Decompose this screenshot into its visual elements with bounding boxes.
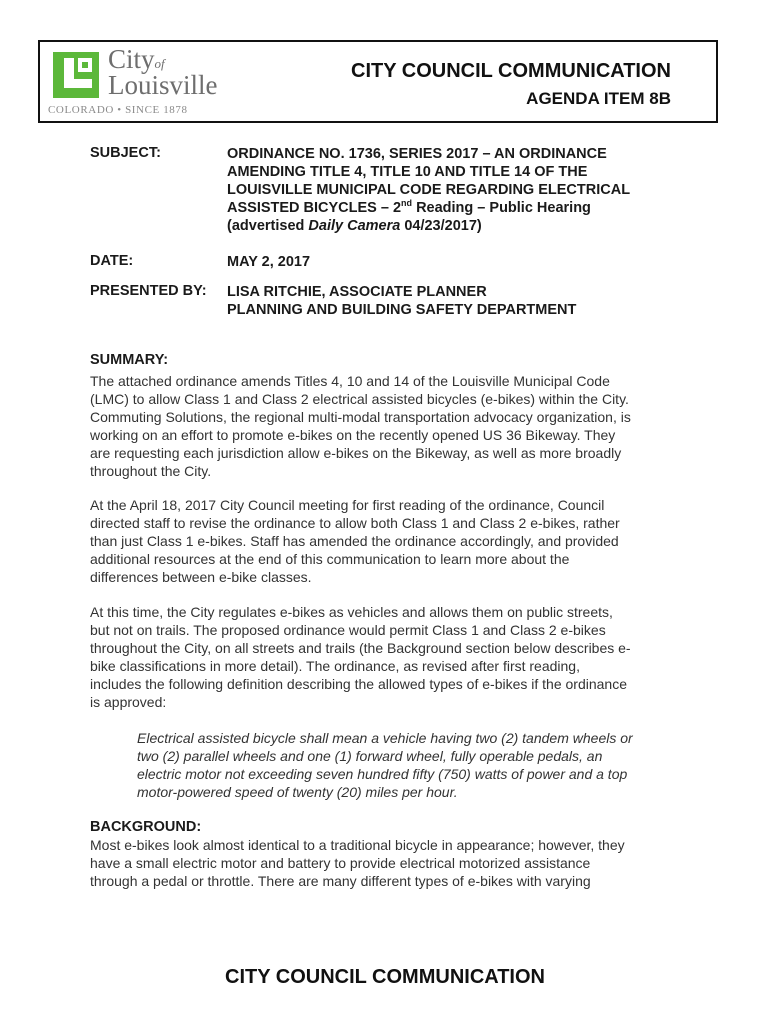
subject-line4-sup: nd: [401, 198, 413, 209]
logo-tagline: COLORADO • SINCE 1878: [48, 104, 188, 116]
paragraph-line: Commuting Solutions, the regional multi-modal transportation advocacy organization, is: [90, 409, 631, 425]
logo-name-text: Louisville: [108, 70, 218, 100]
paragraph-line: At the April 18, 2017 City Council meeting for first reading of the ordinance, Council: [90, 497, 605, 513]
subject-line5-pre: (advertised: [227, 218, 309, 234]
paragraph-line: have a small electric motor and battery to provide electrical motorized assistance: [90, 855, 591, 871]
subject-line5-ital: Daily Camera: [308, 218, 401, 234]
paragraph-line: throughout the City, on all streets and trails (the Background section below describes e-: [90, 640, 631, 656]
logo-of-word: of: [154, 56, 165, 71]
paragraph-line: (LMC) to allow Class 1 and Class 2 electrical assisted bicycles (e-bikes) within the City.: [90, 391, 629, 407]
paragraph-line: through a pedal or throttle. There are many different types of e-bikes with varying: [90, 873, 591, 889]
paragraph-line: than just Class 1 e-bikes. Staff has amended the ordinance accordingly, and provided: [90, 533, 619, 549]
next-page-title: CITY COUNCIL COMMUNICATION: [225, 966, 545, 988]
header-box: [38, 40, 718, 123]
paragraph-line: The attached ordinance amends Titles 4, 10 and 14 of the Louisville Municipal Code: [90, 373, 610, 389]
paragraph-line: differences between e-bike classes.: [90, 569, 312, 585]
paragraph-line: are requesting each jurisdiction allow e-bikes on the Bikeway, as well as more broadly: [90, 445, 622, 461]
paragraph-line: throughout the City.: [90, 463, 212, 479]
subject-line: [227, 217, 630, 235]
definition-quote: [137, 729, 697, 801]
date-label: DATE:: [90, 253, 134, 269]
summary-paragraph-1: [90, 372, 690, 480]
paragraph-line: but not on trails. The proposed ordinance would permit Class 1 and Class 2 e-bikes: [90, 622, 606, 638]
paragraph-line: At this time, the City regulates e-bikes as vehicles and allows them on public streets,: [90, 604, 613, 620]
subject-line4-pre: ASSISTED BICYCLES – 2: [227, 200, 402, 216]
paragraph-line: is approved:: [90, 694, 167, 710]
subject-line: ORDINANCE NO. 1736, SERIES 2017 – AN ORDINANCE: [227, 146, 607, 162]
subject-line: AMENDING TITLE 4, TITLE 10 AND TITLE 14 OF THE: [227, 164, 588, 180]
summary-heading: SUMMARY:: [90, 352, 169, 368]
paragraph-line: directed staff to revise the ordinance to allow both Class 1 and Class 2 e-bikes, rather: [90, 515, 620, 531]
logo-city-word: City: [108, 44, 155, 74]
quote-line: motor-powered speed of twenty (20) miles per hour.: [137, 784, 458, 800]
subject-label: SUBJECT:: [90, 145, 161, 161]
paragraph-line: additional resources at the end of this communication to learn more about the: [90, 551, 570, 567]
presenter-label: PRESENTED BY:: [90, 283, 207, 299]
quote-line: two (2) parallel wheels and one (1) forward wheel, fully operable pedals, an: [137, 748, 603, 764]
presenter-line: LISA RITCHIE, ASSOCIATE PLANNER: [227, 284, 487, 300]
subject-value: [227, 145, 630, 235]
background-paragraph-1: [90, 836, 690, 890]
background-heading: BACKGROUND:: [90, 819, 202, 835]
summary-paragraph-2: [90, 496, 690, 586]
summary-paragraph-3: [90, 603, 690, 711]
subject-line5-post: 04/23/2017): [400, 218, 482, 234]
subject-line: [227, 199, 630, 217]
subject-line4-post: Reading – Public Hearing: [412, 200, 591, 216]
paragraph-line: working on an effort to promote e-bikes on the recently opened US 36 Bikeway. They: [90, 427, 616, 443]
presenter-value: [227, 283, 576, 319]
agenda-item: AGENDA ITEM 8B: [526, 89, 671, 108]
date-value: MAY 2, 2017: [227, 254, 311, 270]
quote-line: electric motor not exceeding seven hundred fifty (750) watts of power and a top: [137, 766, 628, 782]
paragraph-line: includes the following definition describing the allowed types of e-bikes if the ordinance: [90, 676, 627, 692]
presenter-line: PLANNING AND BUILDING SAFETY DEPARTMENT: [227, 302, 577, 318]
subject-line: LOUISVILLE MUNICIPAL CODE REGARDING ELECTRICAL: [227, 182, 631, 198]
paragraph-line: bike classifications in more detail). The ordinance, as revised after first reading,: [90, 658, 580, 674]
paragraph-line: Most e-bikes look almost identical to a traditional bicycle in appearance; however, they: [90, 837, 625, 853]
quote-line: Electrical assisted bicycle shall mean a vehicle having two (2) tandem wheels or: [137, 730, 633, 746]
document-title: CITY COUNCIL COMMUNICATION: [351, 60, 671, 82]
city-logo-icon: [53, 52, 99, 98]
